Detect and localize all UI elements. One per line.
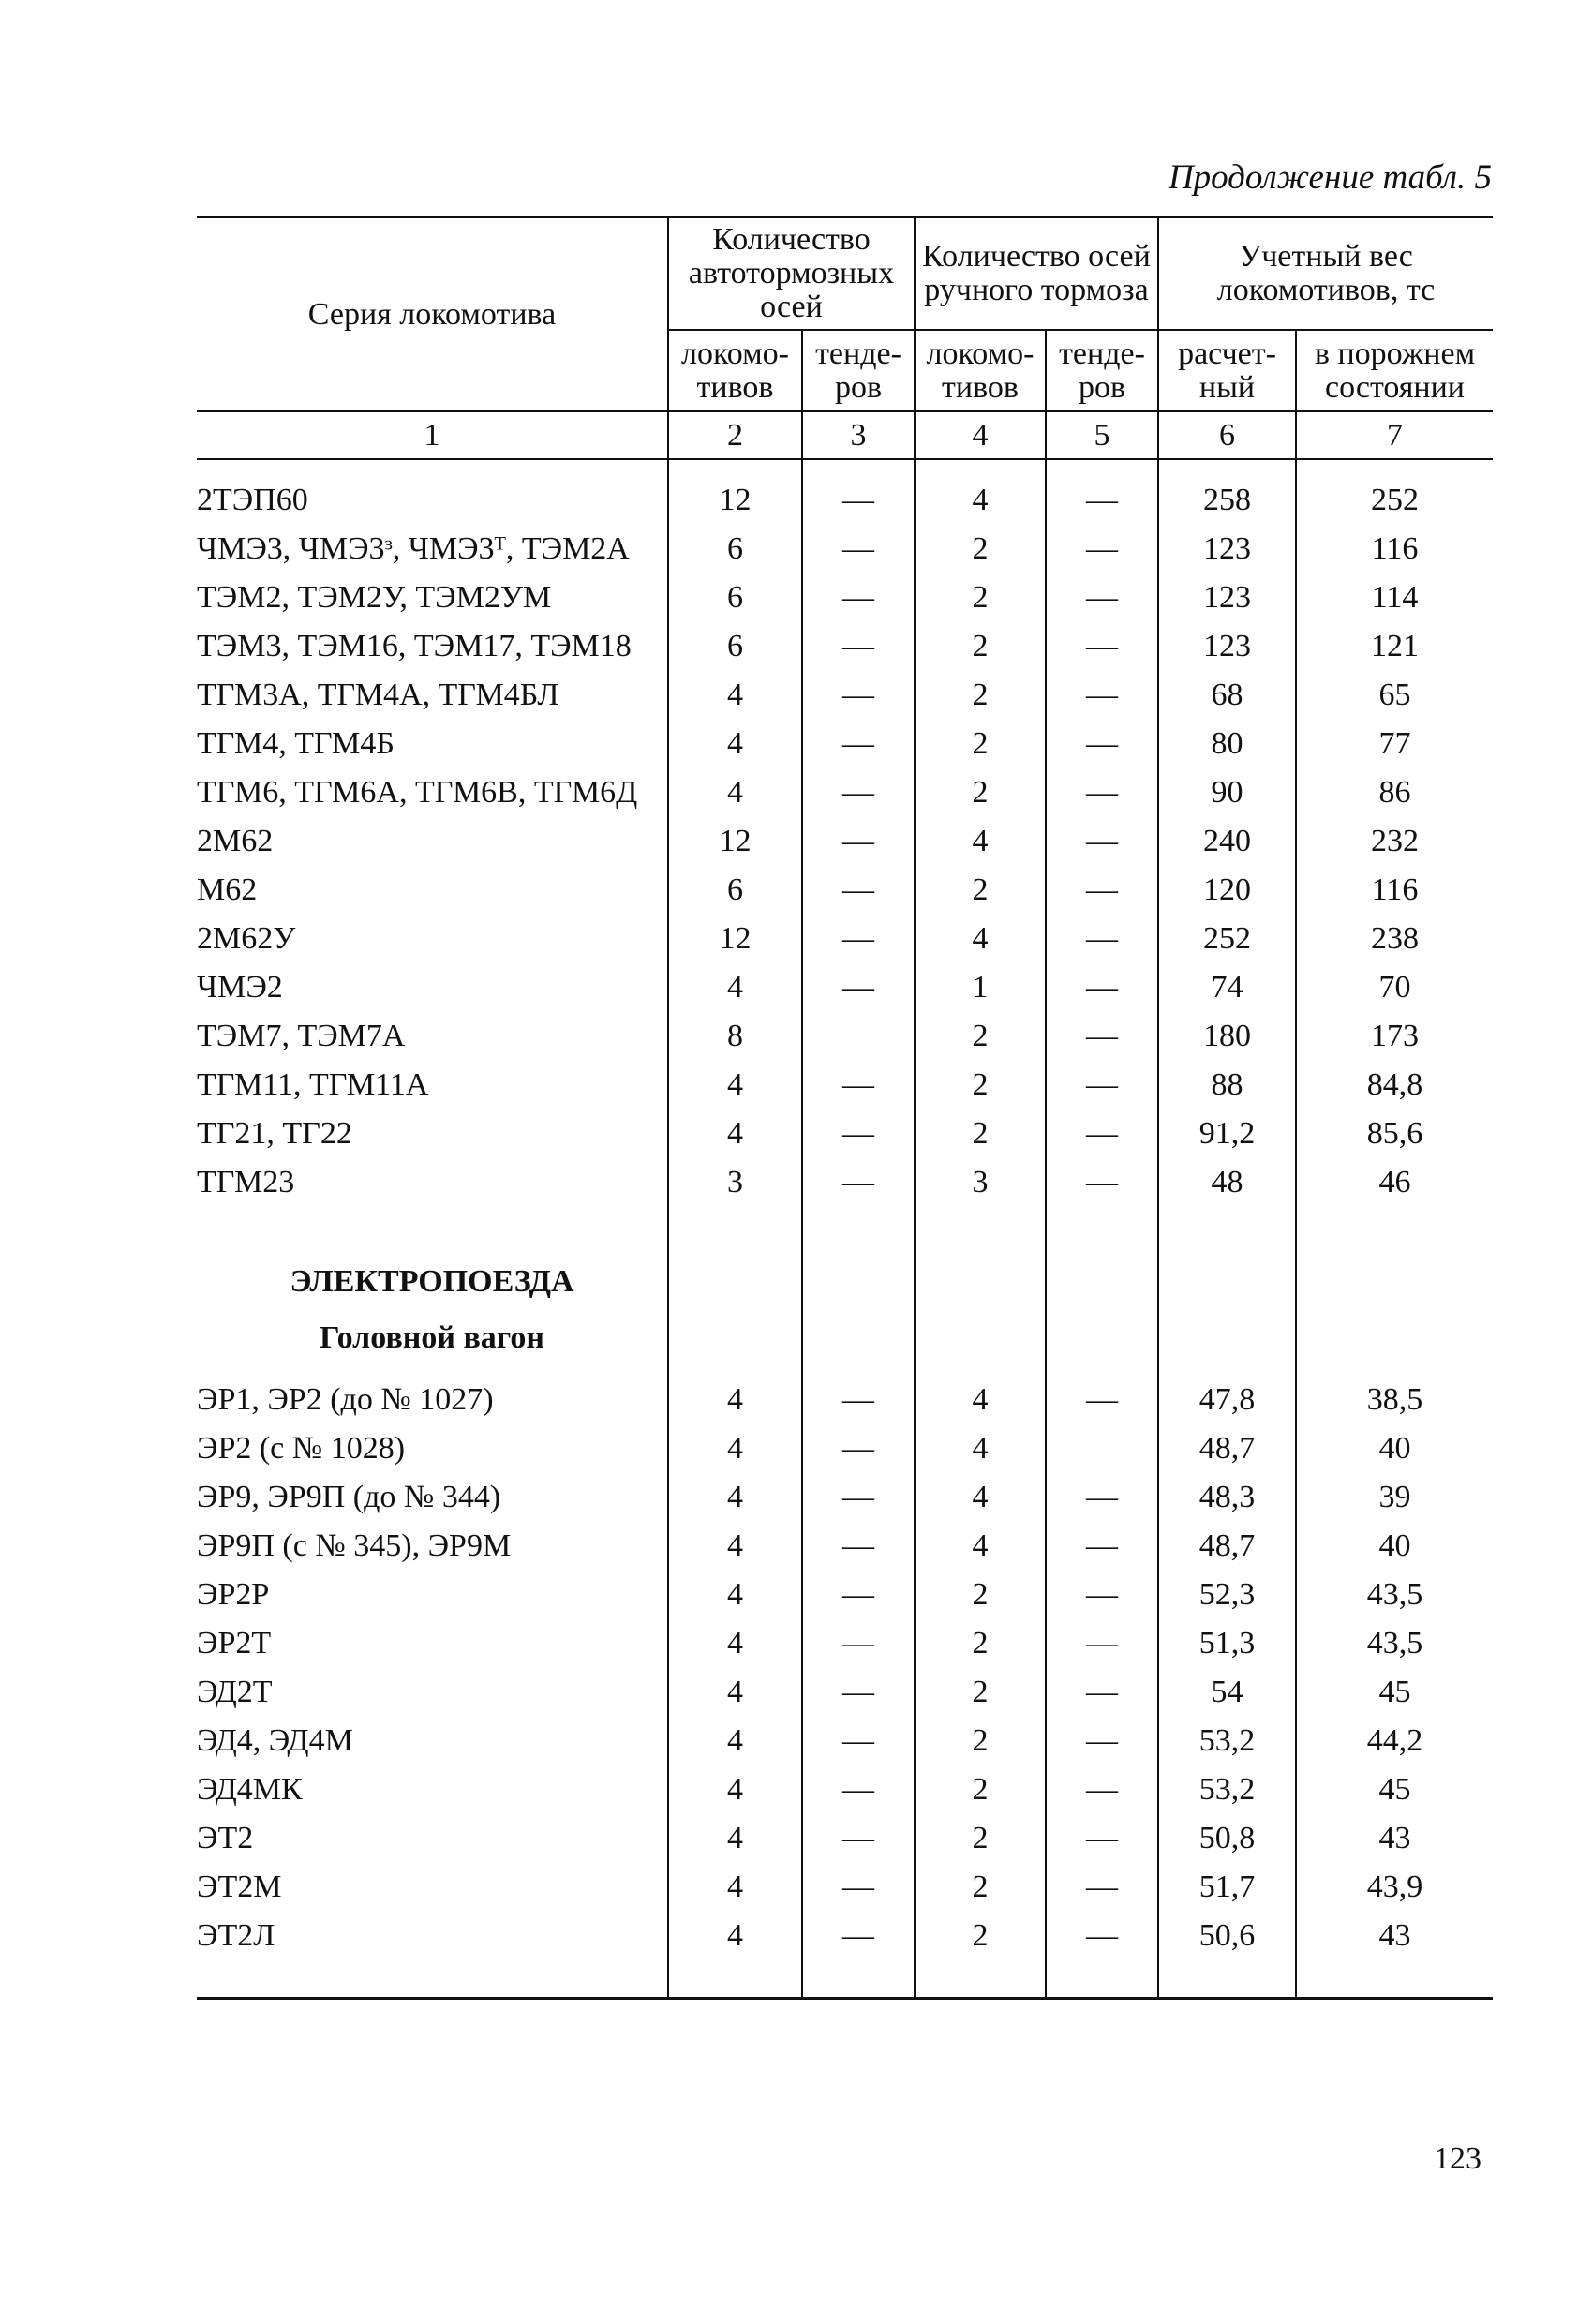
table-cell-c2: 4 xyxy=(668,1918,802,1999)
table-cell-c5: — xyxy=(1046,1165,1158,1214)
table-cell-c6: 47,8 xyxy=(1158,1382,1296,1431)
table-cell-c4: 2 xyxy=(915,1918,1046,1999)
locomotive-series: ЭТ2М xyxy=(197,1870,282,1904)
table-cell-c7: 173 xyxy=(1296,1019,1493,1067)
column-number: 2 xyxy=(668,411,802,459)
table-row xyxy=(197,1528,1493,1577)
locomotive-series: М62 xyxy=(197,872,258,907)
table-cell-c6: 48,7 xyxy=(1158,1431,1296,1480)
table-row xyxy=(197,1165,1493,1214)
column-number: 6 xyxy=(1158,411,1296,459)
locomotive-series: ЧМЭ2 xyxy=(197,970,283,1005)
table-cell-c3: — xyxy=(802,629,915,678)
table-cell-c7: 116 xyxy=(1296,531,1493,580)
table-cell-c5: — xyxy=(1046,970,1158,1019)
table-cell-c3: — xyxy=(802,970,915,1019)
table-cell-c4: 4 xyxy=(915,1528,1046,1577)
table-cell-c3: — xyxy=(802,1480,915,1528)
locomotive-series: ЭР1, ЭР2 (до № 1027) xyxy=(197,1382,494,1417)
locomotive-series: ЭР2Т xyxy=(197,1626,272,1661)
column-number: 5 xyxy=(1046,411,1158,459)
table-cell-c3: — xyxy=(802,1577,915,1626)
table-cell-c2: 4 xyxy=(668,1480,802,1528)
locomotive-series: ТЭМ7, ТЭМ7А xyxy=(197,1019,406,1053)
table-cell-c2: 6 xyxy=(668,531,802,580)
table-cell-c7: 44,2 xyxy=(1296,1723,1493,1772)
table-cell-c3: — xyxy=(802,678,915,726)
table-cell-c7: 39 xyxy=(1296,1480,1493,1528)
table-row xyxy=(197,824,1493,872)
header-sub-empty: в порожнем состоянии xyxy=(1296,330,1493,411)
table-cell-c3: — xyxy=(802,872,915,921)
table-cell-c2: 12 xyxy=(668,483,802,531)
locomotive-series: 2М62У xyxy=(197,921,296,956)
table-cell-c4: 4 xyxy=(915,483,1046,531)
table-cell-c6: 51,3 xyxy=(1158,1626,1296,1675)
table-cell-c2: 6 xyxy=(668,629,802,678)
table-cell-c7: 232 xyxy=(1296,824,1493,872)
table-cell-c5: — xyxy=(1046,1870,1158,1918)
table-cell-c4: 3 xyxy=(915,1165,1046,1214)
table-cell-c4: 2 xyxy=(915,1116,1046,1165)
table-cell-c4: 2 xyxy=(915,629,1046,678)
locomotive-series: ЭТ2 xyxy=(197,1821,254,1855)
table-cell-c3: — xyxy=(802,921,915,970)
table-cell-c6: 48 xyxy=(1158,1165,1296,1214)
locomotive-series: ЧМЭ3, ЧМЭ3ᵌ, ЧМЭ3ᵀ, ТЭМ2А xyxy=(197,531,630,566)
table-cell-c6: 53,2 xyxy=(1158,1772,1296,1821)
table-row xyxy=(197,921,1493,970)
table-cell-c5: — xyxy=(1046,1772,1158,1821)
table-cell-c2: 4 xyxy=(668,1821,802,1870)
column-number: 1 xyxy=(197,411,668,459)
table-row xyxy=(197,1019,1493,1067)
table-cell-c4: 2 xyxy=(915,1723,1046,1772)
table-cell-c5: — xyxy=(1046,1067,1158,1116)
table-cell-c4: 4 xyxy=(915,1431,1046,1480)
table-row xyxy=(197,531,1493,580)
locomotive-series: ТГМ4, ТГМ4Б xyxy=(197,726,395,761)
locomotive-series: ЭД4МК xyxy=(197,1772,303,1807)
table-cell-c5: — xyxy=(1046,1019,1158,1067)
table-cell-c2: 4 xyxy=(668,1382,802,1431)
table-cell-c2: 6 xyxy=(668,872,802,921)
table-cell-c6: 74 xyxy=(1158,970,1296,1019)
table-row xyxy=(197,726,1493,775)
table-cell-c3: — xyxy=(802,1870,915,1918)
table-cell-c3: — xyxy=(802,1116,915,1165)
table-cell-c7: 116 xyxy=(1296,872,1493,921)
column-number: 4 xyxy=(915,411,1046,459)
table-cell-c6: 180 xyxy=(1158,1019,1296,1067)
table-cell-c7: 40 xyxy=(1296,1431,1493,1480)
table-cell-c7: 121 xyxy=(1296,629,1493,678)
table-cell-c5: — xyxy=(1046,483,1158,531)
table-cell-c4: 2 xyxy=(915,1772,1046,1821)
table-cell-c2: 4 xyxy=(668,678,802,726)
table-cell-c5: — xyxy=(1046,1675,1158,1723)
table-cell-c3: — xyxy=(802,1918,915,1999)
table-caption: Продолжение табл. 5 xyxy=(1168,158,1492,197)
table-cell-c6: 91,2 xyxy=(1158,1116,1296,1165)
table-cell-c7: 70 xyxy=(1296,970,1493,1019)
table-cell-c3: — xyxy=(802,580,915,629)
table-cell-c6: 53,2 xyxy=(1158,1723,1296,1772)
table-cell-c4: 2 xyxy=(915,1675,1046,1723)
table-cell-c2: 4 xyxy=(668,1626,802,1675)
table-cell-c3 xyxy=(802,1019,915,1067)
table-cell-c6: 240 xyxy=(1158,824,1296,872)
header-handbrake-axles: Количество осей ручного тормоза xyxy=(915,217,1158,331)
table-row xyxy=(197,483,1493,531)
locomotive-series: ЭД4, ЭД4М xyxy=(197,1723,353,1758)
column-number: 3 xyxy=(802,411,915,459)
header-sub-tender: тенде-ров xyxy=(1046,330,1158,411)
table-cell-c5: — xyxy=(1046,678,1158,726)
header-sub-loco: локомо-тивов xyxy=(915,330,1046,411)
table-cell-c7: 84,8 xyxy=(1296,1067,1493,1116)
table-cell-c3: — xyxy=(802,531,915,580)
table-cell-c7: 43,5 xyxy=(1296,1626,1493,1675)
table-cell-c4: 2 xyxy=(915,726,1046,775)
table-row xyxy=(197,629,1493,678)
header-sub-tender: тенде-ров xyxy=(802,330,915,411)
table-cell-c5: — xyxy=(1046,1116,1158,1165)
table-row xyxy=(197,1480,1493,1528)
locomotive-series: ЭР9, ЭР9П (до № 344) xyxy=(197,1480,501,1514)
table-cell-c5: — xyxy=(1046,775,1158,824)
table-cell-c5: — xyxy=(1046,1382,1158,1431)
table-cell-c4: 2 xyxy=(915,1626,1046,1675)
table-cell-c6: 123 xyxy=(1158,531,1296,580)
locomotive-series: 2ТЭП60 xyxy=(197,483,308,517)
table-cell-c6: 120 xyxy=(1158,872,1296,921)
locomotive-series: ЭР2 (с № 1028) xyxy=(197,1431,406,1466)
table-cell-c3: — xyxy=(802,1382,915,1431)
table-cell-c3: — xyxy=(802,1821,915,1870)
table-cell-c4: 4 xyxy=(915,1480,1046,1528)
table-cell-c4: 2 xyxy=(915,775,1046,824)
table-cell-c7: 85,6 xyxy=(1296,1116,1493,1165)
table-cell-c6: 54 xyxy=(1158,1675,1296,1723)
table-row xyxy=(197,1870,1493,1918)
table-cell-c6: 252 xyxy=(1158,921,1296,970)
table-cell-c5: — xyxy=(1046,872,1158,921)
table-cell-c5: — xyxy=(1046,629,1158,678)
table-cell-c6: 48,3 xyxy=(1158,1480,1296,1528)
table-cell-c4: 2 xyxy=(915,1577,1046,1626)
table-cell-c3: — xyxy=(802,1165,915,1214)
table-cell-c2: 4 xyxy=(668,1431,802,1480)
table-row xyxy=(197,1577,1493,1626)
table-cell-c3: — xyxy=(802,1626,915,1675)
table-cell-c5: — xyxy=(1046,1918,1158,1999)
table-cell-c7: 65 xyxy=(1296,678,1493,726)
locomotive-series: 2М62 xyxy=(197,824,274,858)
table-row xyxy=(197,1918,1493,1999)
table-cell-c2: 8 xyxy=(668,1019,802,1067)
table-cell-c3: — xyxy=(802,483,915,531)
table-row xyxy=(197,1772,1493,1821)
locomotive-series: ЭТ2Л xyxy=(197,1918,668,1999)
table-row xyxy=(197,580,1493,629)
table-cell-c6: 52,3 xyxy=(1158,1577,1296,1626)
table-cell-c6: 123 xyxy=(1158,629,1296,678)
table-cell-c6: 68 xyxy=(1158,678,1296,726)
locomotive-series: ТЭМ3, ТЭМ16, ТЭМ17, ТЭМ18 xyxy=(197,629,632,663)
table-cell-c2: 4 xyxy=(668,1577,802,1626)
table-cell-c2: 4 xyxy=(668,1772,802,1821)
table-cell-c6: 258 xyxy=(1158,483,1296,531)
locomotive-series: ТГМ23 xyxy=(197,1165,295,1199)
header-weight: Учетный вес локомотивов, тс xyxy=(1158,217,1493,331)
table-row xyxy=(197,872,1493,921)
table-cell-c5: — xyxy=(1046,824,1158,872)
table-cell-c4: 2 xyxy=(915,1821,1046,1870)
locomotive-series: ТЭМ2, ТЭМ2У, ТЭМ2УМ xyxy=(197,580,552,615)
table-cell-c7: 43 xyxy=(1296,1918,1493,1999)
table-cell-c2: 4 xyxy=(668,1723,802,1772)
table-row xyxy=(197,1116,1493,1165)
table-cell-c5: — xyxy=(1046,580,1158,629)
table-cell-c2: 12 xyxy=(668,921,802,970)
table-cell-c4: 4 xyxy=(915,824,1046,872)
locomotive-series: ТГМ3А, ТГМ4А, ТГМ4БЛ xyxy=(197,678,559,712)
table-cell-c4: 2 xyxy=(915,678,1046,726)
locomotive-series: ЭР2Р xyxy=(197,1577,270,1612)
table-cell-c6: 80 xyxy=(1158,726,1296,775)
table-cell-c4: 4 xyxy=(915,921,1046,970)
table-cell-c7: 45 xyxy=(1296,1772,1493,1821)
table-cell-c4: 1 xyxy=(915,970,1046,1019)
table-row xyxy=(197,678,1493,726)
table-cell-c3: — xyxy=(802,726,915,775)
table-row xyxy=(197,1382,1493,1431)
table-row xyxy=(197,1431,1493,1480)
table-cell-c4: 2 xyxy=(915,1019,1046,1067)
table-cell-c6: 48,7 xyxy=(1158,1528,1296,1577)
table-cell-c5: — xyxy=(1046,1528,1158,1577)
table-cell-c4: 2 xyxy=(915,580,1046,629)
header-series: Серия локомотива xyxy=(197,217,668,412)
table-cell-c5: — xyxy=(1046,1723,1158,1772)
table-cell-c6: 123 xyxy=(1158,580,1296,629)
table-cell-c5: — xyxy=(1046,921,1158,970)
table-row xyxy=(197,1626,1493,1675)
table-cell-c4: 2 xyxy=(915,1067,1046,1116)
table-cell-c7: 43,5 xyxy=(1296,1577,1493,1626)
table-cell-c6: 50,6 xyxy=(1158,1918,1296,1999)
table-cell-c3: — xyxy=(802,824,915,872)
table-cell-c4: 2 xyxy=(915,531,1046,580)
table-cell-c4: 2 xyxy=(915,1870,1046,1918)
locomotive-series: ЭР9П (с № 345), ЭР9М xyxy=(197,1528,512,1563)
table-cell-c3: — xyxy=(802,1067,915,1116)
locomotive-series: ТГМ6, ТГМ6А, ТГМ6В, ТГМ6Д xyxy=(197,775,638,810)
column-number: 7 xyxy=(1296,411,1493,459)
table-cell-c6: 88 xyxy=(1158,1067,1296,1116)
table-cell-c7: 46 xyxy=(1296,1165,1493,1214)
table-cell-c2: 4 xyxy=(668,1116,802,1165)
header-sub-loco: локомо-тивов xyxy=(668,330,802,411)
table-cell-c5: — xyxy=(1046,1626,1158,1675)
subsection-title: Головной вагон xyxy=(319,1320,544,1355)
table-cell-c4: 2 xyxy=(915,872,1046,921)
table-cell-c3: — xyxy=(802,1675,915,1723)
table-cell-c3: — xyxy=(802,1431,915,1480)
table-cell-c3: — xyxy=(802,1772,915,1821)
table-body xyxy=(197,459,1493,1999)
table-row xyxy=(197,1067,1493,1116)
table-cell-c2: 6 xyxy=(668,580,802,629)
table-cell-c2: 4 xyxy=(668,775,802,824)
table-cell-c6: 50,8 xyxy=(1158,1821,1296,1870)
table-cell-c5: — xyxy=(1046,1480,1158,1528)
section-title: ЭЛЕКТРОПОЕЗДА xyxy=(290,1264,574,1299)
table-cell-c2: 12 xyxy=(668,824,802,872)
locomotive-table xyxy=(197,216,1493,2000)
table-cell-c3: — xyxy=(802,775,915,824)
table-cell-c7: 238 xyxy=(1296,921,1493,970)
table-row xyxy=(197,970,1493,1019)
locomotive-series: ЭД2Т xyxy=(197,1675,273,1709)
table-cell-c7: 45 xyxy=(1296,1675,1493,1723)
table-cell-c5 xyxy=(1046,1431,1158,1480)
table-row xyxy=(197,775,1493,824)
table-row xyxy=(197,1821,1493,1870)
table-cell-c7: 86 xyxy=(1296,775,1493,824)
table-cell-c5: — xyxy=(1046,531,1158,580)
table-cell-c7: 77 xyxy=(1296,726,1493,775)
table-cell-c7: 114 xyxy=(1296,580,1493,629)
table-cell-c4: 4 xyxy=(915,1382,1046,1431)
table-cell-c7: 38,5 xyxy=(1296,1382,1493,1431)
table-cell-c2: 4 xyxy=(668,1528,802,1577)
table-cell-c2: 4 xyxy=(668,1870,802,1918)
table-cell-c7: 43,9 xyxy=(1296,1870,1493,1918)
table-row xyxy=(197,1723,1493,1772)
table-row xyxy=(197,1675,1493,1723)
table-cell-c5: — xyxy=(1046,1577,1158,1626)
table-cell-c5: — xyxy=(1046,726,1158,775)
table-cell-c2: 4 xyxy=(668,1067,802,1116)
table-cell-c2: 4 xyxy=(668,726,802,775)
header-sub-calc: расчет-ный xyxy=(1158,330,1296,411)
locomotive-series: ТГ21, ТГ22 xyxy=(197,1116,352,1151)
table-cell-c7: 43 xyxy=(1296,1821,1493,1870)
locomotive-series: ТГМ11, ТГМ11А xyxy=(197,1067,429,1102)
table-cell-c2: 4 xyxy=(668,1675,802,1723)
header-autobrake-axles: Количество автотормозных осей xyxy=(668,217,915,331)
table-cell-c7: 252 xyxy=(1296,483,1493,531)
table-cell-c7: 40 xyxy=(1296,1528,1493,1577)
table-cell-c3: — xyxy=(802,1528,915,1577)
table-cell-c2: 3 xyxy=(668,1165,802,1214)
table-cell-c6: 90 xyxy=(1158,775,1296,824)
page-number: 123 xyxy=(1434,2141,1481,2176)
table-cell-c5: — xyxy=(1046,1821,1158,1870)
table-cell-c2: 4 xyxy=(668,970,802,1019)
table-cell-c3: — xyxy=(802,1723,915,1772)
table-cell-c6: 51,7 xyxy=(1158,1870,1296,1918)
